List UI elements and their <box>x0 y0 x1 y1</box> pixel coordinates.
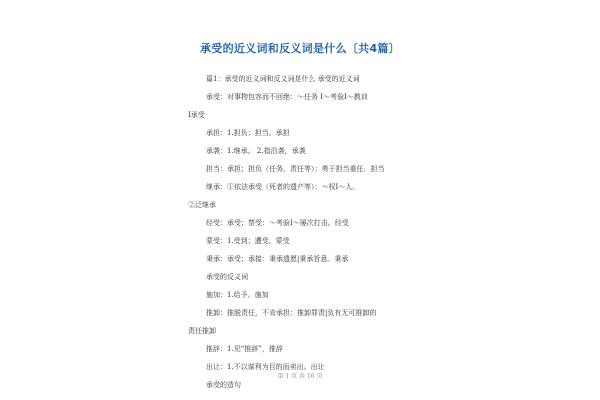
body-line: 承担：1.担负；担当。承担 <box>206 129 290 137</box>
page-number-footer: 第 1 页 共 16 页 <box>277 373 323 380</box>
body-line: Ⅰ承受 <box>188 111 205 119</box>
body-line: 承受的反义词 <box>206 273 248 281</box>
body-line: 篇1：承受的近义词和反义词是什么 承受的近义词 <box>206 75 360 83</box>
body-line: 担当：承担；担负（任务、责任等）：勇于担当重任．担当 <box>206 165 385 173</box>
body-line: 施加：1.给予。施加 <box>206 291 269 299</box>
body-line: 出让：1.不以谋利为目的而卖出。出让 <box>206 363 325 371</box>
body-line: 秉承：承受；承接：秉承遗愿|秉承旨意。秉承 <box>206 255 349 263</box>
body-line: 蒙受：1.受到；遭受。蒙受 <box>206 237 290 245</box>
body-line: 承受的造句 <box>206 381 241 389</box>
body-line: 承袭：1.继承。 2.指沿袭，承袭 <box>206 147 306 155</box>
body-line: 责任推卸 <box>188 327 216 335</box>
body-line: ②泛继承 <box>188 201 216 209</box>
document-title: 承受的近义词和反义词是什么〔共4篇〕 <box>199 42 401 55</box>
body-line: 继承：①依法承受（死者的遗产等）：～权Ⅰ～人。 <box>206 183 360 191</box>
body-line: 推辞：1.见“推辞”，推辞 <box>206 345 283 353</box>
body-line: 经受：承受；禁受：～考验Ⅰ～屡次打击。经受 <box>206 219 349 227</box>
body-line: 承受：对事物包容而不回绝：～任务 Ⅰ～考验Ⅰ～教训 <box>206 93 368 101</box>
body-line: 推卸：推脱责任，不肯承担：推卸罪责|负有无可推卸的 <box>206 309 377 317</box>
